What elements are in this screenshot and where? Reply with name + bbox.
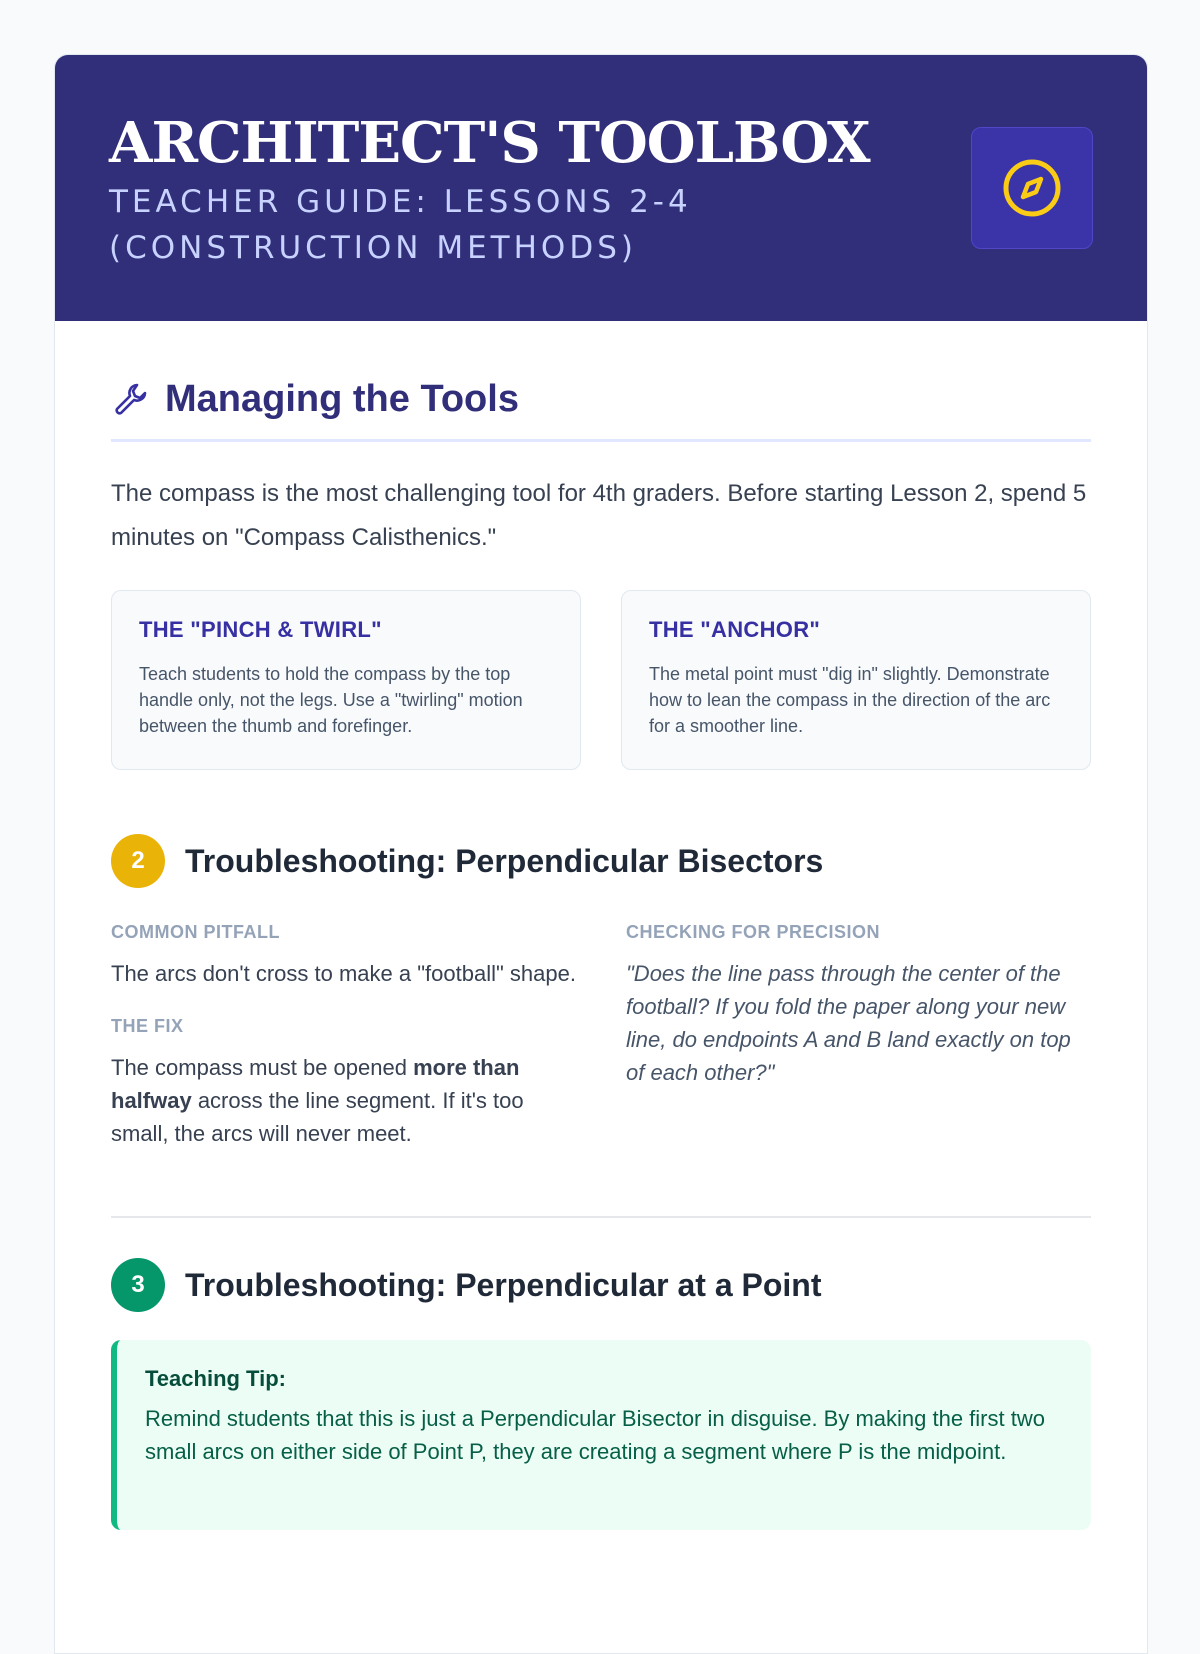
- precision-column: [626, 922, 1091, 1150]
- tip-card-pinch-twirl: [111, 590, 581, 770]
- step-number-badge: 2: [111, 834, 165, 888]
- step-2-title: Troubleshooting: Perpendicular Bisectors: [185, 842, 824, 879]
- content: [55, 377, 1147, 1530]
- step-2-heading: [111, 834, 1091, 888]
- page-title: ARCHITECT'S TOOLBOX: [109, 110, 870, 176]
- tip-title: THE "PINCH & TWIRL": [139, 617, 382, 642]
- step-2-columns: [111, 922, 1091, 1150]
- pitfall-text: The arcs don't cross to make a "football" shape.: [111, 961, 576, 986]
- wrench-icon: [111, 379, 151, 419]
- section-divider: [111, 1216, 1091, 1218]
- fix-text-start: The compass must be opened: [111, 1055, 414, 1080]
- tip-body: The metal point must "dig in" slightly. Demonstrate how to lean the compass in the direction of the arc for a smoother line.: [649, 664, 1051, 736]
- step-number-badge: 3: [111, 1258, 165, 1312]
- tip-title: THE "ANCHOR": [649, 617, 821, 642]
- tip-body: Teach students to hold the compass by the top handle only, not the legs. Use a "twirling" motion between the thumb and forefinger.: [139, 664, 523, 736]
- precision-text: "Does the line pass through the center of the football? If you fold the paper along your new line, do endpoints A and B land exactly on top of each other?": [626, 961, 1071, 1085]
- teaching-tip-callout: [111, 1340, 1091, 1530]
- guide-card: [54, 54, 1148, 1654]
- fix-label: THE FIX: [111, 1016, 184, 1036]
- fix-text-emphasis: more than halfway: [111, 1055, 520, 1113]
- logo-box: [971, 127, 1093, 249]
- tools-intro: The compass is the most challenging tool for 4th graders. Before starting Lesson 2, spend 5 minutes on "Compass Calisthenics.": [111, 480, 1087, 551]
- step-3-title: Troubleshooting: Perpendicular at a Point: [185, 1266, 822, 1303]
- section-divider: [111, 439, 1091, 442]
- tools-section-heading: [111, 377, 1091, 421]
- pitfall-column: [111, 922, 576, 1150]
- tip-card-anchor: [621, 590, 1091, 770]
- pitfall-label: COMMON PITFALL: [111, 922, 280, 942]
- header: [55, 55, 1147, 321]
- fix-text: [111, 1051, 576, 1150]
- page-subtitle: TEACHER GUIDE: LESSONS 2-4 (CONSTRUCTION METHODS): [109, 184, 692, 266]
- tools-section-title: Managing the Tools: [165, 377, 519, 420]
- step-3-heading: [111, 1258, 1091, 1312]
- precision-label: CHECKING FOR PRECISION: [626, 922, 881, 942]
- fix-text-end: across the line segment. If it's too small, the arcs will never meet.: [111, 1088, 524, 1146]
- tips-row: [111, 590, 1091, 770]
- teaching-tip-title: Teaching Tip:: [145, 1366, 286, 1391]
- teaching-tip-body: Remind students that this is just a Perpendicular Bisector in disguise. By making the first two small arcs on either side of Point P, they are creating a segment where P is the midpoint.: [145, 1406, 1045, 1464]
- compass-icon: [1000, 156, 1064, 220]
